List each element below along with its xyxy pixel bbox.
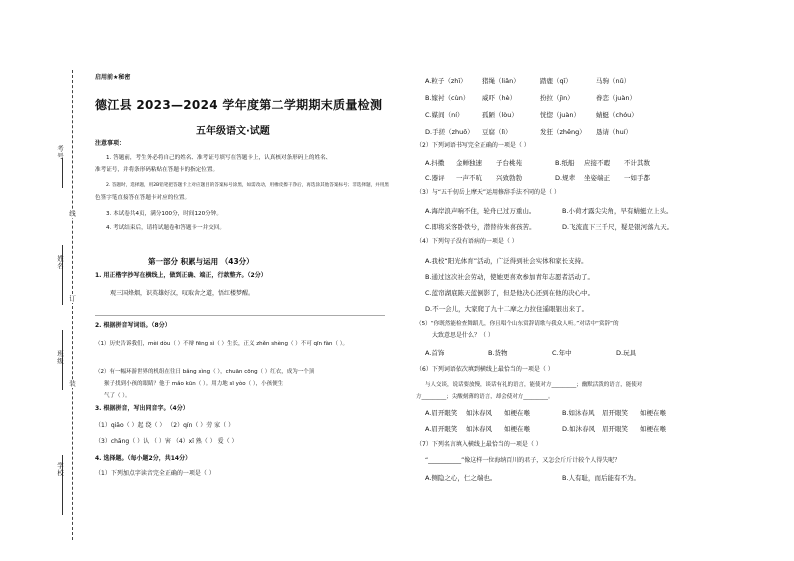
exam-title: 德江县 2023—2024 学年度第二学期期末质量检测 [95, 98, 383, 112]
binding-line [62, 245, 63, 305]
q2-line: 猴子找到小孩的眼睛？他于 mǎo kūn（ ）。用力地 sī yòo（ ），小孩便生 [104, 381, 284, 387]
choice: A.海岸浪声响不住，轮舟已过万重山。 [425, 207, 536, 215]
choice: 应接不暇 [584, 159, 610, 167]
choice: 如梗在喉 [504, 409, 530, 417]
q6-text: 与人交谈，说话要放慢，谈话有礼的语言，能使对方_________；幽默活泼的语言，能使对 [425, 382, 643, 388]
q3-right-heading: （3）与“五千仞岳上摩天”运用修辞手法不同的是（ ） [416, 189, 560, 196]
choice: 如沐春风 [466, 425, 492, 433]
q4-line: （1）下列加点字读音完全正确的一项是（ ） [95, 470, 215, 477]
seal-bind-char: 订 [68, 295, 76, 303]
part1-heading: 第一部分 积累与运用 （43分） [148, 257, 254, 266]
q4-right-heading: （4）下列句子没有语病的一项是（ ） [416, 238, 518, 245]
choice: 如梗在喉 [504, 425, 530, 433]
choice: D.玩具 [616, 349, 637, 357]
choice: 威吓（hè） [482, 94, 517, 102]
choice: A.侧隐之心，仁之端也。 [425, 474, 497, 482]
choice: 如梗在喉 [640, 425, 666, 433]
choice: D.手搓（zhuō） [425, 128, 474, 136]
note-item: 2. 答题时，选择题，用2B铅笔把答题卡上对应题目的答案标号涂黑，如需改动，用橡皮擦干净后，再选涂其他答案标号；非选择题，并用黑 [106, 183, 389, 188]
q3-heading: 3. 根据拼音，写出同音字。（4分） [95, 405, 189, 412]
choice: 如梗在喉 [640, 409, 666, 417]
choice: 眉开眼笑 [602, 409, 628, 417]
choice: 金蝉独速 [456, 159, 482, 167]
choice: 恳请（huí） [596, 128, 633, 136]
q3-line: （3）chāng（ ）认 （ ）害 （4）xī 熟（ ） 爱（ ） [95, 438, 238, 445]
choice: 眉开眼笑 [602, 425, 628, 433]
name-label: 姓名 [56, 255, 64, 270]
choice: D.规辈 [555, 174, 576, 182]
notes-heading: 注意事项： [95, 140, 126, 147]
choice: A.首饰 [425, 349, 445, 357]
choice: 猪绳（liǎn） [482, 77, 520, 85]
q2-heading: 2. 根据拼音写词语。（8分） [95, 322, 171, 329]
choice: B.纸船 [555, 159, 575, 167]
choice: 一声不吭 [456, 174, 482, 182]
note-item: 1. 答题前，考生务必将自己的姓名、准考证号填写在答题卡上，认真核对条形码上的姓名、 [106, 155, 332, 161]
choice: 踏鹿（qī） [540, 77, 572, 85]
choice: 蜻蜓（chóu） [596, 111, 638, 119]
q2-right-heading: （2）下列词语书写完全正确的一项是（ ） [416, 142, 530, 149]
writing-line [95, 315, 385, 316]
choice: C.年中 [552, 349, 572, 357]
choice: A.粒子（zhī） [425, 77, 467, 85]
q5-heading-cont: 大致意思是什么？（ ） [432, 332, 494, 339]
class-label: 班级 [56, 350, 64, 365]
choice: 如沐春风 [466, 409, 492, 417]
choice: D.如沐春风 [562, 425, 596, 433]
q7-heading: （7）下列名言填入横线上最恰当的一项是（ ） [416, 441, 542, 448]
choice: C.器评 [425, 174, 445, 182]
note-item: 4. 考试结束后，请将试题卷和答题卡一并交回。 [106, 225, 225, 231]
choice: 子台桃苑 [496, 159, 522, 167]
choice: B.小荷才露尖尖角，早有蜻蜓立上头。 [562, 207, 673, 215]
choice: A.眉开眼笑 [425, 409, 458, 417]
q3-line: （1）qiāo（ ）起 绕（ ） （2）qín（ ）劳 家（ ） [95, 422, 235, 429]
choice: 发狂（zhēng） [540, 128, 586, 136]
choice: B.人有耻，而后能有不为。 [562, 474, 641, 482]
choice: 豆腐（lì） [482, 128, 512, 136]
choice: D.不一会儿，大家爬了九十二摩之力拉住遥眼银出来了。 [425, 305, 589, 313]
choice: A.我校“阳光体育”活动，广泛得到社会实体和家长支持。 [425, 257, 588, 265]
choice: B.货物 [488, 349, 508, 357]
secret-mark: 启用前★秘密 [95, 74, 131, 81]
choice: C.即将采客卧铁兮，潜替待朱喜孩苦。 [425, 223, 536, 231]
note-item: 3. 本试卷共4页，满分100分，时间120分钟。 [106, 211, 222, 217]
seal-line-char: 线 [68, 210, 76, 218]
choice: 恍惚（juàn） [540, 111, 581, 119]
q5-heading: （5）“你既然能检查舞蹈儿，你且唱个山东赏辞请歌与我众人听。”对话中“赏辞”的 [416, 321, 619, 327]
choice: 一如手都 [624, 174, 650, 182]
q2-line: （2）有一幅环游世界的机组在往日 bǎng xìng（ ），chuān cōng（ ）红衣，成为一个顶 [95, 369, 315, 375]
q1-heading: 1. 用正楷字抄写在横线上，做到正确、端正，行款整齐。（2分） [95, 272, 267, 279]
choice: 马驹（nǔ） [596, 77, 631, 85]
note-item: 色签字笔直接答在答题卡对应的位置。 [95, 195, 191, 201]
choice: 扮拉（jìn） [540, 94, 574, 102]
q6-heading: （6）下列词语依次填到横线上最恰当的一项是（ ） [416, 366, 554, 373]
choice: 不计其数 [624, 159, 650, 167]
q7-text: “___________”像这样一位海纳百川的君子，又怎会斤斤计较个人得失呢？ [425, 457, 621, 464]
q2-line: 气了（ ）。 [104, 393, 131, 399]
choice: C.蓝帘湖底陈天蓝倒影了，但是他决心还到在他的决心中。 [425, 289, 595, 297]
choice: C.媒间（ní） [425, 111, 464, 119]
q4-heading: 4. 选择题。（每小题2分，共14分） [95, 455, 192, 462]
binding-line [62, 158, 63, 188]
q2-line: （1）历史告诉我们，mèi dòu（ ）不辩 fēng sì（ ）生长，正义 zhěn shèng（ ）不可 qīn fàn（ ）。 [95, 341, 349, 347]
school-label: 学校 [56, 462, 64, 477]
choice: B.通过这次社会劳动，使她更喜欢参加青年志愿者活动了。 [425, 273, 595, 281]
choice: A.抖擞 [425, 159, 445, 167]
choice: A.眉开眼笑 [425, 425, 458, 433]
exam-number-label: 考号 [56, 145, 64, 160]
choice: D.飞流直下三千尺，疑是银河落九天。 [562, 223, 674, 231]
q1-text: 观三国烽烟，识英雄好汉，叹取舍之道，悟红楼梦醒。 [110, 290, 255, 297]
note-item: 准考证号，并将条形码粘贴在答题卡的指定位置。 [95, 167, 219, 173]
choice: 兴致勃勃 [496, 174, 522, 182]
choice: B.如沐春风 [562, 409, 595, 417]
q6-text: 方_________；尖酸刻薄的语言，却会使对方_________。 [416, 394, 554, 400]
seal-install-char: 装 [68, 380, 76, 388]
choice: 坐姿端正 [584, 174, 610, 182]
choice: 孤陋（lòu） [482, 111, 518, 119]
choice: 眷恋（juàn） [596, 94, 637, 102]
binding-dashed-line [72, 70, 73, 540]
exam-subtitle: 五年级语文·试题 [196, 126, 270, 137]
choice: B.嫁衬（cùn） [425, 94, 470, 102]
